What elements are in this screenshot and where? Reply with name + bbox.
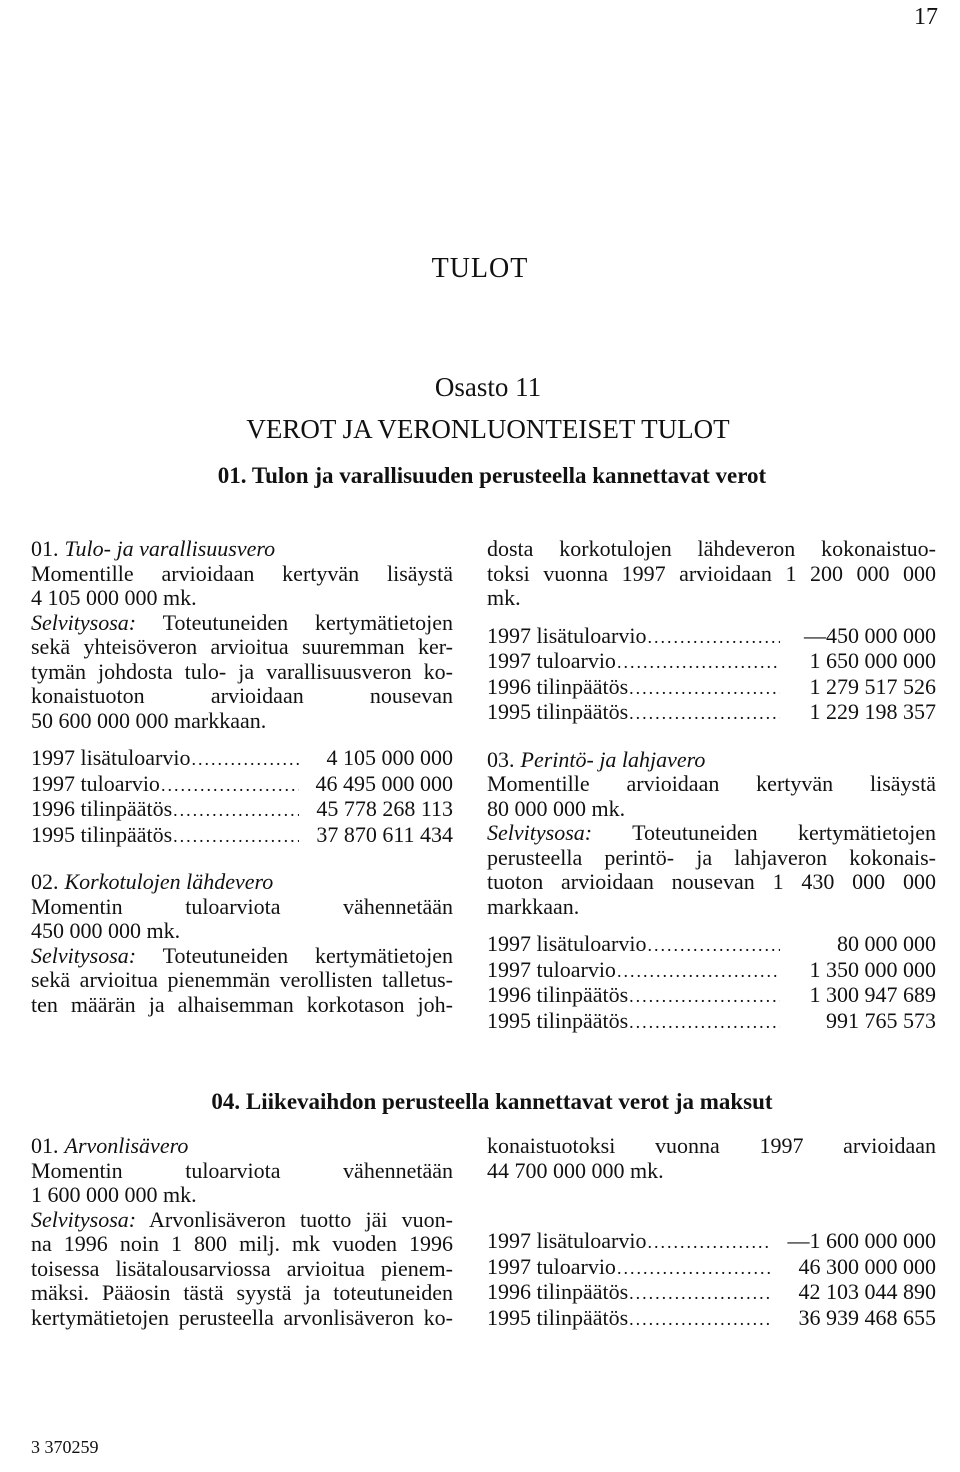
heading-section-01: 01. Tulon ja varallisuuden perusteella kannettavat verot xyxy=(217,463,767,488)
row-value: 37 870 611 434 xyxy=(316,821,453,847)
row-label: 1996 tilinpäätös xyxy=(487,673,629,699)
row-value: 36 939 468 655 xyxy=(798,1304,936,1330)
row-value: —1 600 000 000 xyxy=(787,1228,936,1253)
text-line: sekä arvioitua pienemmän verollisten talletus- xyxy=(31,967,453,992)
row-label: 1997 tuloarvio xyxy=(487,1253,616,1279)
row-value: 4 105 000 000 xyxy=(326,745,453,770)
text-line: 4 105 000 000 mk. xyxy=(31,585,197,610)
row-label: 1996 tilinpäätös xyxy=(487,982,629,1007)
text-line: toksi vuonna 1997 arvioidaan 1 200 000 000 xyxy=(487,560,936,586)
text-line xyxy=(31,944,453,969)
text-line: 44 700 000 000 mk. xyxy=(487,1157,664,1183)
subsection-name: Tulo- ja varallisuusvero xyxy=(64,536,276,561)
subsection-title xyxy=(31,870,453,895)
text-line: 80 000 000 mk. xyxy=(487,795,626,821)
text-line: mäksi. Pääosin tästä syystä ja toteutuneiden xyxy=(31,1280,453,1305)
heading-tulot: TULOT xyxy=(431,253,529,284)
heading-verot: VEROT JA VERONLUONTEISET TULOT xyxy=(246,414,730,444)
subsection-number: 01. xyxy=(31,536,59,561)
table-row xyxy=(487,1229,936,1255)
row-label: 1997 lisätuloarvio xyxy=(31,745,191,770)
subsection-title xyxy=(31,1134,453,1159)
text-span: Toteutuneiden kertymätietojen xyxy=(162,609,454,635)
right-column-upper xyxy=(487,537,936,1034)
table-row xyxy=(31,823,453,849)
subsection-title xyxy=(487,748,936,773)
text-line xyxy=(31,611,453,636)
row-value: 991 765 573 xyxy=(826,1007,936,1033)
text-line: tymän johdosta tulo- ja varallisuusveron ko- xyxy=(31,658,453,684)
subsection-number: 01. xyxy=(31,1133,59,1158)
subsection-name: Arvonlisävero xyxy=(64,1133,189,1158)
row-value: 1 229 198 357 xyxy=(809,699,936,724)
text-line: na 1996 noin 1 800 milj. mk vuoden 1996 xyxy=(31,1231,453,1256)
selvitysosa-label: Selvitysosa: xyxy=(487,820,593,845)
table-row xyxy=(487,700,936,726)
footer-code: 3 370259 xyxy=(31,1437,99,1457)
text-line xyxy=(31,1208,453,1233)
row-value: 1 300 947 689 xyxy=(809,982,936,1007)
text-line: sekä yhteisöveron arvioitua suuremman ker- xyxy=(31,634,453,659)
left-column-upper xyxy=(31,537,453,1017)
row-label: 1997 lisätuloarvio xyxy=(487,622,647,648)
table-row xyxy=(31,772,453,798)
text-line: Momentin tuloarviota vähennetään xyxy=(31,893,453,919)
heading-osasto: Osasto 11 xyxy=(434,372,542,402)
row-value: 1 279 517 526 xyxy=(809,673,936,699)
subsection-number: 03. xyxy=(487,746,515,772)
table-row xyxy=(31,746,453,772)
row-value: 46 300 000 000 xyxy=(798,1253,936,1279)
table-row xyxy=(31,797,453,823)
table-row xyxy=(487,1009,936,1035)
table-row xyxy=(487,624,936,650)
row-label: 1995 tilinpäätös xyxy=(487,1304,629,1330)
text-line: markkaan. xyxy=(487,893,580,919)
text-line: tuoton arvioidaan nousevan 1 430 000 000 xyxy=(487,869,936,894)
row-label: 1997 tuloarvio xyxy=(487,648,616,673)
row-value: 45 778 268 113 xyxy=(316,796,453,821)
text-span: Toteutuneiden kertymätietojen xyxy=(632,820,937,845)
selvitysosa-label: Selvitysosa: xyxy=(31,609,137,635)
row-label: 1997 lisätuloarvio xyxy=(487,1228,647,1253)
page-number: 17 xyxy=(914,4,938,30)
table-row xyxy=(487,983,936,1009)
text-line: Momentille arvioidaan kertyvän lisäystä xyxy=(487,771,936,796)
text-line: konaistuoton arvioidaan nousevan xyxy=(31,683,453,708)
right-column-lower xyxy=(487,1134,936,1331)
text-line xyxy=(487,821,936,846)
row-value: 1 350 000 000 xyxy=(809,956,936,982)
selvitysosa-label: Selvitysosa: xyxy=(31,942,137,968)
subsection-number: 02. xyxy=(31,869,59,894)
table-row xyxy=(487,1255,936,1281)
table-row xyxy=(487,932,936,958)
text-line: 1 600 000 000 mk. xyxy=(31,1182,197,1207)
text-line: konaistuotoksi vuonna 1997 arvioidaan xyxy=(487,1133,936,1158)
subsection-title xyxy=(31,537,453,562)
row-label: 1996 tilinpäätös xyxy=(487,1279,629,1304)
row-value: 80 000 000 xyxy=(837,931,936,956)
row-label: 1997 tuloarvio xyxy=(487,956,616,982)
text-line: Momentille arvioidaan kertyvän lisäystä xyxy=(31,560,453,586)
text-line: mk. xyxy=(487,585,521,610)
text-line: 50 600 000 000 markkaan. xyxy=(31,707,267,733)
row-value: 46 495 000 000 xyxy=(315,770,453,796)
heading-section-04: 04. Liikevaihdon perusteella kannettavat verot ja maksut xyxy=(211,1089,773,1114)
selvitysosa-label: Selvitysosa: xyxy=(31,1206,137,1232)
row-value: —450 000 000 xyxy=(804,622,936,648)
text-line: dosta korkotulojen lähdeveron kokonaistuo- xyxy=(487,536,936,561)
row-label: 1997 lisätuloarvio xyxy=(487,931,647,956)
subsection-name: Perintö- ja lahjavero xyxy=(520,746,706,772)
text-line: kertymätietojen perusteella arvonlisäveron ko- xyxy=(31,1304,453,1330)
left-column-lower xyxy=(31,1134,453,1330)
text-line: toisessa lisätalousarviossa arvioitua pienem- xyxy=(31,1255,453,1281)
table-row xyxy=(487,958,936,984)
row-label: 1996 tilinpäätös xyxy=(31,796,173,821)
text-line: Momentin tuloarviota vähennetään xyxy=(31,1157,453,1183)
row-label: 1995 tilinpäätös xyxy=(31,821,173,847)
row-value: 42 103 044 890 xyxy=(798,1279,936,1304)
text-span: Arvonlisäveron tuotto jäi vuon- xyxy=(149,1206,453,1232)
table-row xyxy=(487,1306,936,1332)
table-row xyxy=(487,675,936,701)
row-label: 1995 tilinpäätös xyxy=(487,1007,629,1033)
text-line: ten määrän ja alhaisemman korkotason joh- xyxy=(31,991,453,1017)
table-row xyxy=(487,649,936,675)
table-row xyxy=(487,1280,936,1306)
row-value: 1 650 000 000 xyxy=(809,648,936,673)
row-label: 1995 tilinpäätös xyxy=(487,699,629,724)
subsection-name: Korkotulojen lähdevero xyxy=(64,869,274,894)
text-span: Toteutuneiden kertymätietojen xyxy=(162,942,454,968)
row-label: 1997 tuloarvio xyxy=(31,770,160,796)
text-line: 450 000 000 mk. xyxy=(31,918,181,943)
text-line: perusteella perintö- ja lahjaveron kokonais- xyxy=(487,844,936,870)
